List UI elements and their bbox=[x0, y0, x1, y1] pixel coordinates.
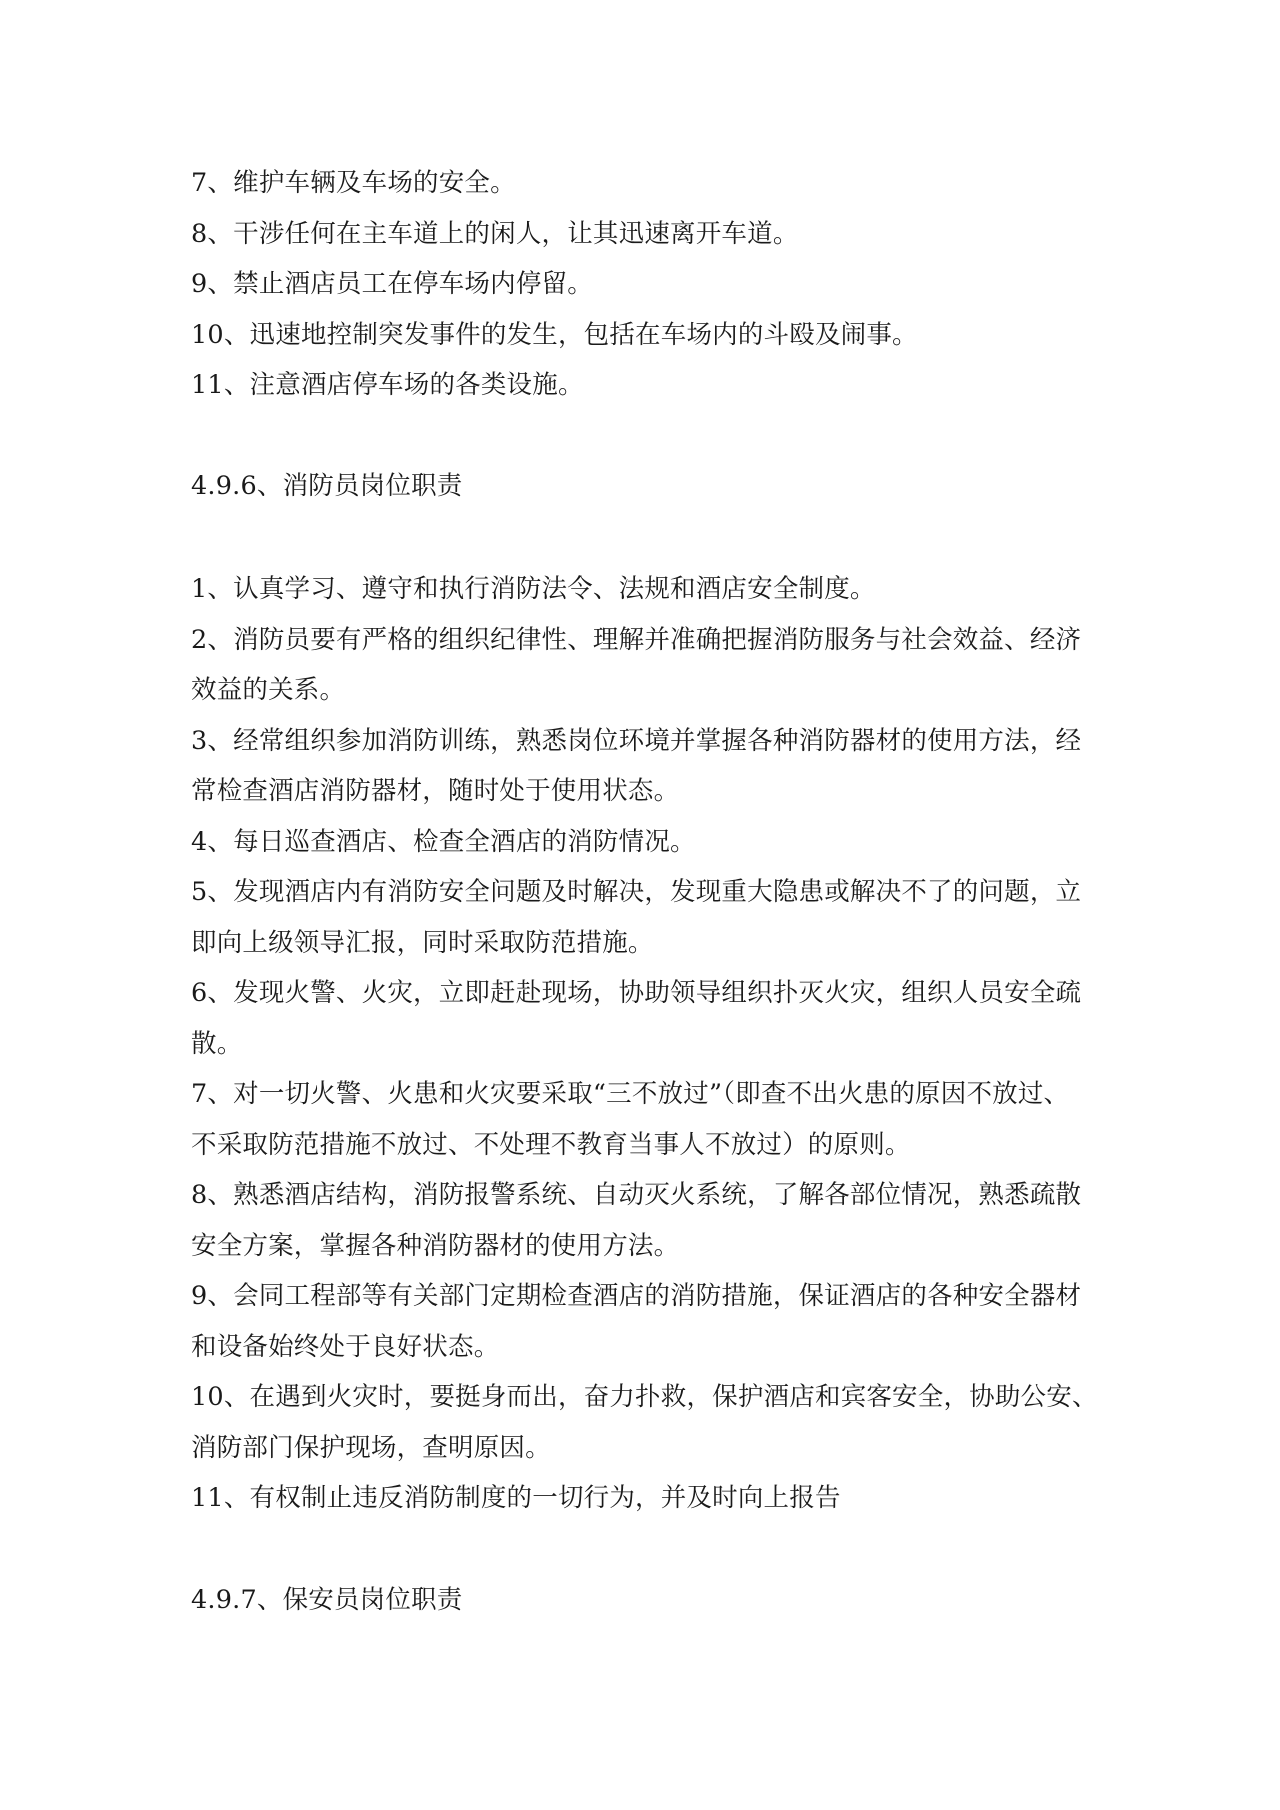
list-item-line: 即向上级领导汇报，同时采取防范措施。 bbox=[191, 927, 654, 958]
list-item bbox=[191, 1473, 1111, 1524]
list-item-line: 6、发现火警、火灾，立即赶赴现场，协助领导组织扑灭火灾，组织人员安全疏 bbox=[191, 978, 1082, 1008]
list-item bbox=[191, 615, 1111, 716]
list-item bbox=[191, 209, 1111, 260]
list-item bbox=[191, 867, 1111, 968]
list-item-line: 9、会同工程部等有关部门定期检查酒店的消防措施，保证酒店的各种安全器材 bbox=[191, 1281, 1082, 1311]
list-item-line: 2、消防员要有严格的组织纪律性、理解并准确把握消防服务与社会效益、经济 bbox=[191, 624, 1082, 655]
list-item-line: 安全方案，掌握各种消防器材的使用方法。 bbox=[191, 1230, 680, 1261]
list-item bbox=[191, 1271, 1111, 1372]
list-item-line: 消防部门保护现场，查明原因。 bbox=[191, 1432, 551, 1463]
list-item-line: 11、注意酒店停车场的各类设施。 bbox=[191, 370, 584, 400]
list-item-line: 3、经常组织参加消防训练，熟悉岗位环境并掌握各种消防器材的使用方法，经 bbox=[191, 725, 1082, 756]
list-item bbox=[191, 716, 1111, 817]
list-item-line: 10、在遇到火灾时，要挺身而出，奋力扑救，保护酒店和宾客安全，协助公安、 bbox=[191, 1382, 1098, 1412]
list-item-line: 9、禁止酒店员工在停车场内停留。 bbox=[191, 269, 593, 299]
section-heading-security-guard: 4.9.7、保安员岗位职责 bbox=[191, 1585, 463, 1615]
list-item-line: 11、有权制止违反消防制度的一切行为，并及时向上报告 bbox=[191, 1483, 841, 1513]
list-item bbox=[191, 1170, 1111, 1271]
list-item-line: 7、对一切火警、火患和火灾要采取“三不放过”（即查不出火患的原因不放过、 bbox=[191, 1079, 1070, 1109]
list-item bbox=[191, 158, 1111, 209]
list-item bbox=[191, 564, 1111, 615]
list-item-line: 7、维护车辆及车场的安全。 bbox=[191, 168, 516, 198]
list-item bbox=[191, 968, 1111, 1069]
list-item-line: 8、干涉任何在主车道上的闲人，让其迅速离开车道。 bbox=[191, 218, 799, 249]
list-item-line: 效益的关系。 bbox=[191, 675, 346, 705]
list-item bbox=[191, 1069, 1111, 1170]
list-item-line: 常检查酒店消防器材，随时处于使用状态。 bbox=[191, 776, 680, 806]
list-item-line: 5、发现酒店内有消防安全问题及时解决，发现重大隐患或解决不了的问题，立 bbox=[191, 877, 1082, 907]
list-item bbox=[191, 259, 1111, 310]
list-item-line: 1、认真学习、遵守和执行消防法令、法规和酒店安全制度。 bbox=[191, 574, 876, 604]
firefighter-duties-list bbox=[191, 564, 1111, 1524]
list-item-line: 散。 bbox=[191, 1028, 243, 1059]
parking-duties-list bbox=[191, 158, 1111, 411]
list-item-line: 4、每日巡查酒店、检查全酒店的消防情况。 bbox=[191, 826, 696, 857]
list-item bbox=[191, 360, 1111, 411]
list-item bbox=[191, 1372, 1111, 1473]
list-item-line: 10、迅速地控制突发事件的发生，包括在车场内的斗殴及闹事。 bbox=[191, 319, 918, 350]
section-heading-firefighter: 4.9.6、消防员岗位职责 bbox=[191, 471, 463, 501]
list-item-line: 和设备始终处于良好状态。 bbox=[191, 1331, 500, 1362]
list-item-line: 8、熟悉酒店结构，消防报警系统、自动灭火系统，了解各部位情况，熟悉疏散 bbox=[191, 1180, 1082, 1210]
list-item bbox=[191, 817, 1111, 868]
list-item-line: 不采取防范措施不放过、不处理不教育当事人不放过）的原则。 bbox=[191, 1129, 911, 1160]
list-item bbox=[191, 310, 1111, 361]
